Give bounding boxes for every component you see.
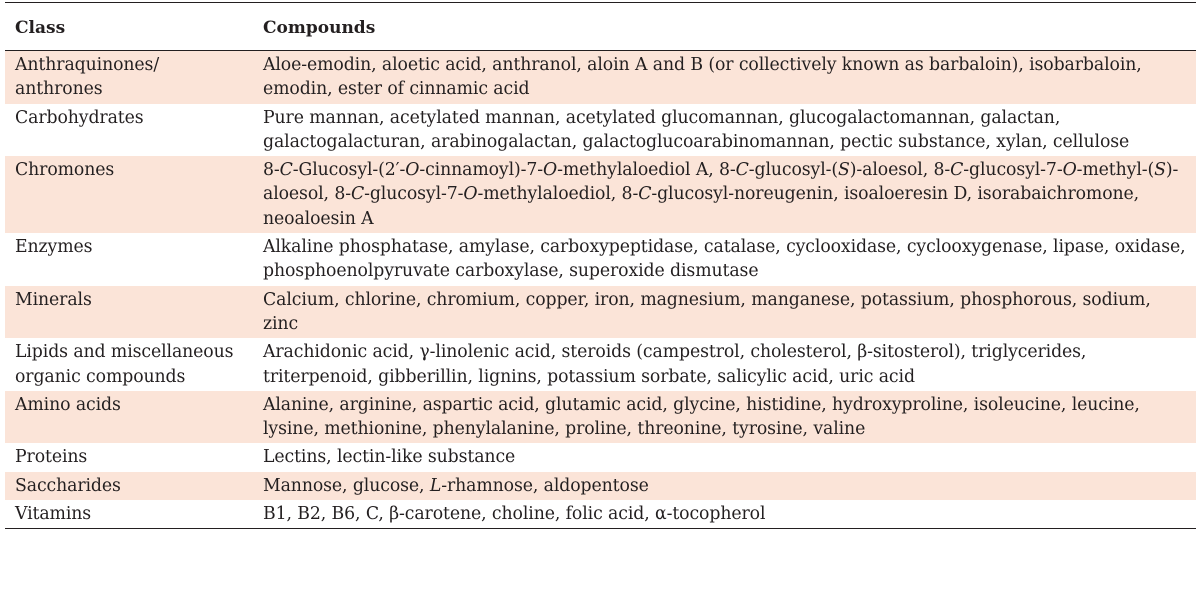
compounds-table [5,2,1196,529]
header-row [5,3,1196,51]
class-cell: Carbohydrates [15,107,144,128]
compounds-cell: Alanine, arginine, aspartic acid, glutamic acid, glycine, histidine, hydroxyproline, isoleucine, leucine, lysine, methionine, phenylalanine, proline, threonine, tyrosine, valine [253,391,1196,444]
compounds-cell: Pure mannan, acetylated mannan, acetylated glucomannan, glucogalactomannan, galactan, galactogalacturan, arabinogalactan, galactoglucoarabinomannan, pectic substance, xylan, cellulose [263,107,1130,152]
table-row [5,286,1196,339]
class-cell: Minerals [5,286,253,339]
class-cell: Vitamins [5,500,253,529]
class-cell: Proteins [15,447,88,468]
class-cell: Amino acids [5,391,253,444]
compounds-cell: 8-C-Glucosyl-(2′-O-cinnamoyl)-7-O-methylaloediol A, 8-C-glucosyl-(S)-aloesol, 8-C-glucosyl-7-O-methyl-(S)-aloesol, 8-C-glucosyl-7-O-methylaloediol, 8-C-glucosyl-noreugenin, isoaloeresin D, isorabaichromone, neoaloesin A [253,156,1196,233]
header-class: Class [5,3,253,51]
table-row [5,51,1196,104]
compounds-cell: Arachidonic acid, γ-linolenic acid, steroids (campestrol, cholesterol, β-sitosterol), triglycerides, triterpenoid, gibberillin, lignins, potassium sorbate, salicylic acid, uric acid [263,342,1087,387]
compounds-cell: Calcium, chlorine, chromium, copper, iron, magnesium, manganese, potassium, phosphorous, sodium, zinc [253,286,1196,339]
table-body [5,51,1196,529]
class-cell: Saccharides [5,472,253,500]
compounds-cell: Alkaline phosphatase, amylase, carboxypeptidase, catalase, cyclooxidase, cyclooxygenase, lipase, oxidase, phosphoenolpyruvate carboxylase, superoxide dismutase [263,237,1186,282]
compounds-table-container [5,2,1196,529]
table-row [5,233,1196,286]
table-row [5,104,1196,157]
class-cell: Lipids and miscellaneous organic compounds [15,342,234,387]
compounds-cell: Aloe-emodin, aloetic acid, anthranol, aloin A and B (or collectively known as barbaloin), isobarbaloin, emodin, ester of cinnamic acid [253,51,1196,104]
header-compounds: Compounds [253,3,1196,51]
compounds-cell: Lectins, lectin-like substance [263,447,516,468]
table-row [5,472,1196,500]
compounds-cell: B1, B2, B6, C, β-carotene, choline, folic acid, α-tocopherol [253,500,1196,529]
class-cell: Enzymes [15,237,93,258]
table-row [5,156,1196,233]
compounds-cell: Mannose, glucose, L-rhamnose, aldopentose [253,472,1196,500]
table-header [5,3,1196,51]
table-row [5,500,1196,529]
table-row [5,443,1196,471]
class-cell: Anthraquinones/ anthrones [5,51,253,104]
table-row [5,338,1196,391]
table-row [5,391,1196,444]
class-cell: Chromones [5,156,253,233]
